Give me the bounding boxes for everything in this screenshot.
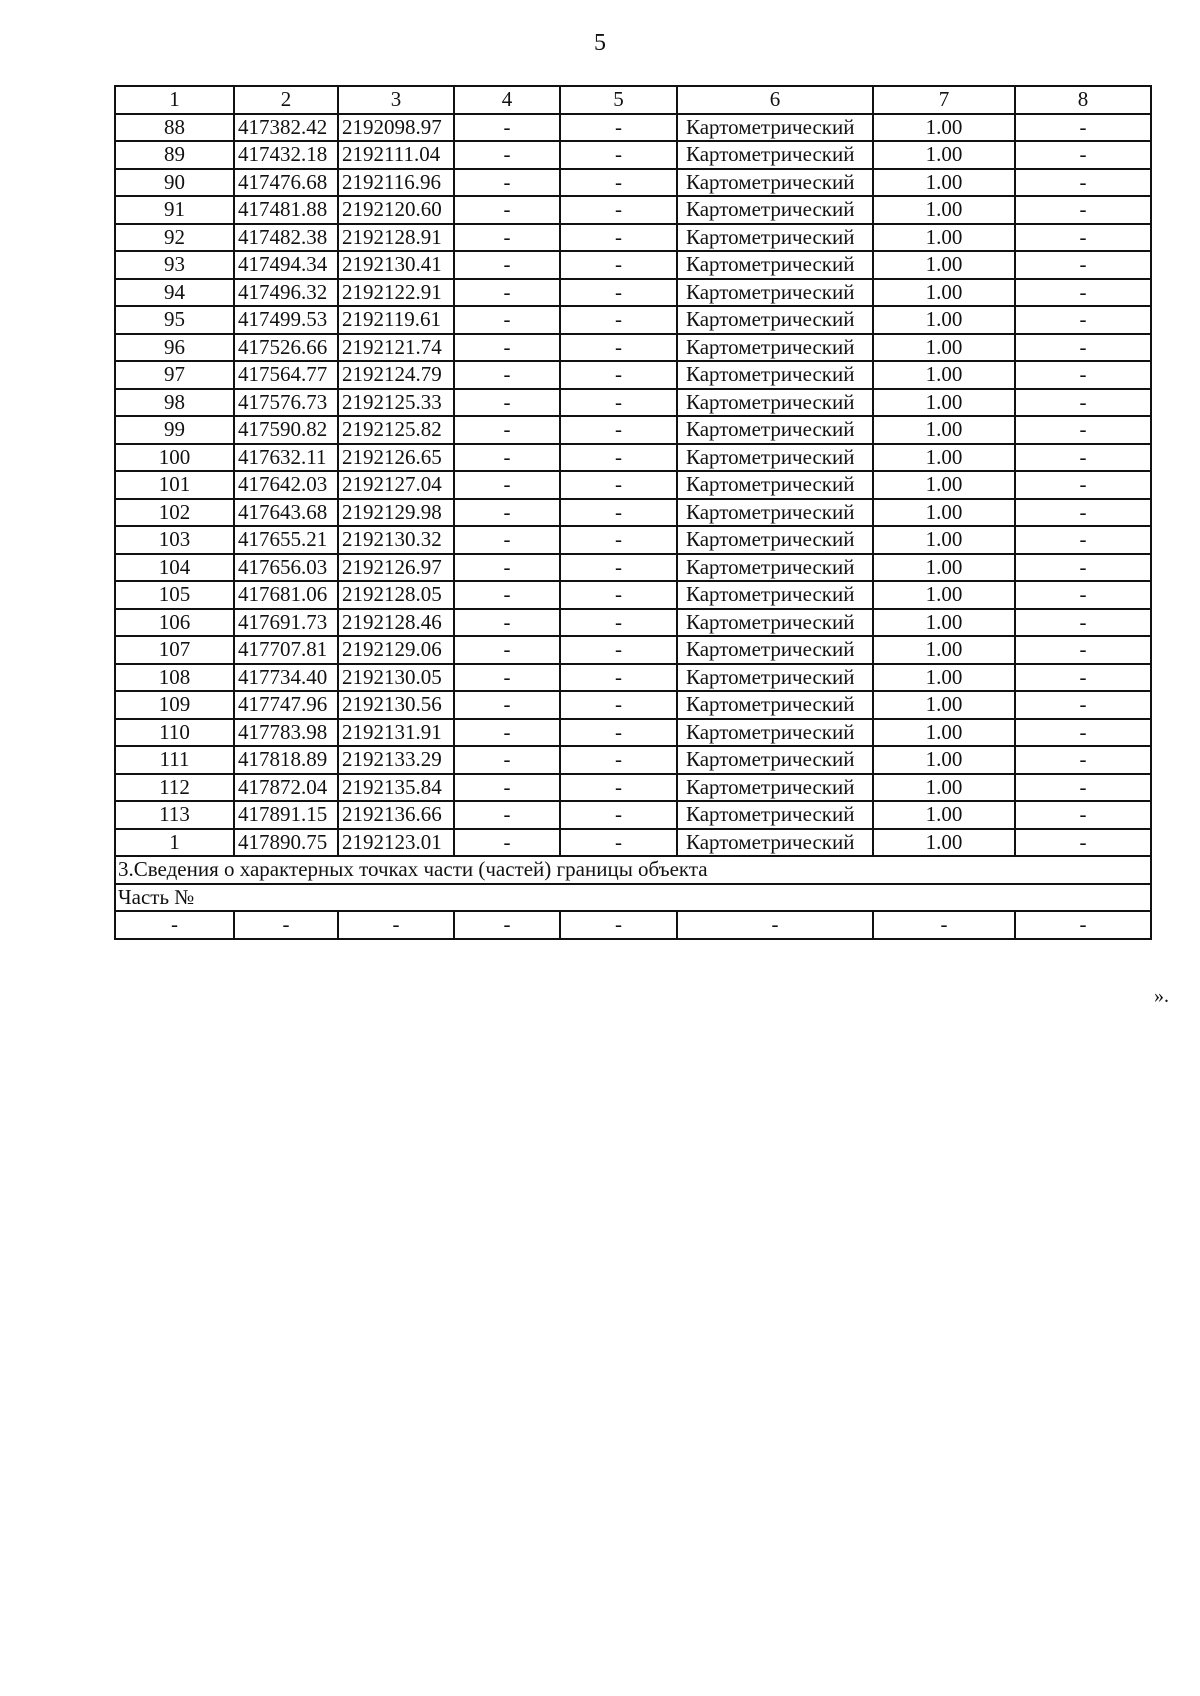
table-cell: 2192098.97	[338, 114, 454, 142]
table-cell: 2192126.97	[338, 554, 454, 582]
table-cell: 417681.06	[234, 581, 338, 609]
table-cell: -	[560, 306, 677, 334]
table-cell: -	[454, 554, 560, 582]
table-cell: -	[560, 279, 677, 307]
table-cell: 1.00	[873, 581, 1015, 609]
table-cell: Картометрический	[677, 691, 873, 719]
part-label: Часть №	[115, 884, 1151, 912]
table-cell: -	[454, 361, 560, 389]
table-cell: -	[560, 554, 677, 582]
table-row	[115, 471, 1151, 499]
table-cell: -	[454, 691, 560, 719]
table-cell: 95	[115, 306, 234, 334]
table-cell: 2192130.41	[338, 251, 454, 279]
table-cell: 2192133.29	[338, 746, 454, 774]
table-cell: Картометрический	[677, 774, 873, 802]
table-cell: Картометрический	[677, 526, 873, 554]
table-cell: 107	[115, 636, 234, 664]
table-cell: -	[338, 911, 454, 939]
table-cell: 417576.73	[234, 389, 338, 417]
table-cell: 90	[115, 169, 234, 197]
table-row	[115, 691, 1151, 719]
table-row	[115, 636, 1151, 664]
table-cell: Картометрический	[677, 664, 873, 692]
table-cell: Картометрический	[677, 829, 873, 857]
table-cell: 1.00	[873, 279, 1015, 307]
table-cell: Картометрический	[677, 471, 873, 499]
section-title-row	[115, 856, 1151, 884]
table-cell: 2192125.82	[338, 416, 454, 444]
table-row	[115, 114, 1151, 142]
table-cell: -	[560, 416, 677, 444]
table-cell: -	[1015, 719, 1151, 747]
table-cell: -	[454, 774, 560, 802]
closing-quote: ».	[1154, 985, 1169, 1007]
table-cell: -	[454, 471, 560, 499]
header-cell-2: 2	[234, 86, 338, 114]
table-cell: 1.00	[873, 224, 1015, 252]
table-cell: 1.00	[873, 746, 1015, 774]
table-cell: -	[560, 499, 677, 527]
table-cell: -	[1015, 361, 1151, 389]
table-cell: 106	[115, 609, 234, 637]
table-cell: Картометрический	[677, 279, 873, 307]
table-cell: 111	[115, 746, 234, 774]
empty-part-row	[115, 911, 1151, 939]
table-cell: 417707.81	[234, 636, 338, 664]
table-cell: -	[1015, 279, 1151, 307]
table-cell: 1.00	[873, 141, 1015, 169]
table-cell: 2192135.84	[338, 774, 454, 802]
table-cell: -	[454, 911, 560, 939]
table-cell: -	[560, 224, 677, 252]
table-row	[115, 196, 1151, 224]
table-cell: 2192124.79	[338, 361, 454, 389]
table-cell: 417632.11	[234, 444, 338, 472]
table-row	[115, 334, 1151, 362]
table-cell: 91	[115, 196, 234, 224]
table-cell: -	[1015, 389, 1151, 417]
table-row	[115, 581, 1151, 609]
table-cell: 92	[115, 224, 234, 252]
coordinates-table-container	[114, 85, 1150, 940]
table-row	[115, 361, 1151, 389]
table-cell: -	[1015, 664, 1151, 692]
table-cell: Картометрический	[677, 306, 873, 334]
table-cell: 2192111.04	[338, 141, 454, 169]
table-cell: 1.00	[873, 251, 1015, 279]
table-cell: Картометрический	[677, 251, 873, 279]
table-cell: 2192119.61	[338, 306, 454, 334]
table-cell: 2192128.46	[338, 609, 454, 637]
table-cell: -	[560, 746, 677, 774]
table-cell: -	[1015, 691, 1151, 719]
table-cell: 1.00	[873, 554, 1015, 582]
table-cell: 417499.53	[234, 306, 338, 334]
table-cell: 2192116.96	[338, 169, 454, 197]
table-cell: Картометрический	[677, 499, 873, 527]
table-cell: 103	[115, 526, 234, 554]
table-cell: -	[677, 911, 873, 939]
header-cell-6: 6	[677, 86, 873, 114]
table-cell: -	[560, 196, 677, 224]
table-cell: -	[1015, 114, 1151, 142]
table-cell: -	[454, 141, 560, 169]
table-cell: Картометрический	[677, 746, 873, 774]
table-cell: -	[454, 526, 560, 554]
table-cell: 417494.34	[234, 251, 338, 279]
table-cell: -	[454, 636, 560, 664]
table-cell: -	[1015, 471, 1151, 499]
table-row	[115, 224, 1151, 252]
table-cell: 109	[115, 691, 234, 719]
table-cell: 112	[115, 774, 234, 802]
table-cell: -	[454, 609, 560, 637]
table-cell: -	[454, 251, 560, 279]
table-cell: 417481.88	[234, 196, 338, 224]
table-cell: 1.00	[873, 664, 1015, 692]
table-cell: -	[1015, 224, 1151, 252]
table-cell: -	[560, 609, 677, 637]
table-header-row	[115, 86, 1151, 114]
table-cell: 1.00	[873, 636, 1015, 664]
table-cell: -	[454, 389, 560, 417]
table-cell: 101	[115, 471, 234, 499]
table-cell: 99	[115, 416, 234, 444]
table-cell: 2192129.98	[338, 499, 454, 527]
table-cell: -	[1015, 306, 1151, 334]
table-row	[115, 499, 1151, 527]
table-cell: 417747.96	[234, 691, 338, 719]
table-cell: -	[560, 526, 677, 554]
table-cell: 2192126.65	[338, 444, 454, 472]
section-title: 3.Сведения о характерных точках части (частей) границы объекта	[115, 856, 1151, 884]
table-cell: -	[1015, 609, 1151, 637]
table-cell: 2192122.91	[338, 279, 454, 307]
table-cell: 2192128.05	[338, 581, 454, 609]
table-cell: -	[454, 719, 560, 747]
table-cell: 417783.98	[234, 719, 338, 747]
header-cell-4: 4	[454, 86, 560, 114]
table-cell: 1.00	[873, 334, 1015, 362]
table-cell: 417643.68	[234, 499, 338, 527]
table-row	[115, 444, 1151, 472]
table-cell: 1.00	[873, 829, 1015, 857]
table-cell: 1.00	[873, 719, 1015, 747]
table-cell: Картометрический	[677, 114, 873, 142]
table-cell: 108	[115, 664, 234, 692]
table-cell: -	[560, 801, 677, 829]
table-cell: Картометрический	[677, 416, 873, 444]
table-cell: -	[1015, 746, 1151, 774]
table-cell: Картометрический	[677, 169, 873, 197]
table-cell: 417642.03	[234, 471, 338, 499]
table-cell: 1.00	[873, 169, 1015, 197]
table-cell: 417734.40	[234, 664, 338, 692]
table-cell: -	[560, 471, 677, 499]
table-cell: 102	[115, 499, 234, 527]
table-cell: -	[560, 251, 677, 279]
table-cell: -	[454, 196, 560, 224]
table-cell: -	[1015, 196, 1151, 224]
table-cell: -	[454, 306, 560, 334]
table-cell: 2192130.32	[338, 526, 454, 554]
table-row	[115, 664, 1151, 692]
table-cell: 89	[115, 141, 234, 169]
table-cell: -	[1015, 581, 1151, 609]
table-cell: 1.00	[873, 389, 1015, 417]
table-row	[115, 251, 1151, 279]
table-cell: -	[1015, 499, 1151, 527]
table-cell: -	[560, 829, 677, 857]
table-row	[115, 526, 1151, 554]
header-cell-5: 5	[560, 86, 677, 114]
table-cell: 2192121.74	[338, 334, 454, 362]
table-cell: 105	[115, 581, 234, 609]
table-cell: 104	[115, 554, 234, 582]
table-cell: -	[454, 444, 560, 472]
table-cell: -	[560, 334, 677, 362]
table-cell: -	[560, 141, 677, 169]
table-cell: -	[1015, 416, 1151, 444]
table-cell: 417590.82	[234, 416, 338, 444]
table-cell: -	[454, 224, 560, 252]
table-cell: -	[560, 114, 677, 142]
table-cell: 2192125.33	[338, 389, 454, 417]
table-cell: 113	[115, 801, 234, 829]
table-cell: 1.00	[873, 444, 1015, 472]
table-cell: 1.00	[873, 691, 1015, 719]
coordinates-table	[114, 85, 1152, 940]
table-cell: -	[1015, 829, 1151, 857]
table-cell: 417432.18	[234, 141, 338, 169]
table-cell: 417382.42	[234, 114, 338, 142]
table-cell: 417655.21	[234, 526, 338, 554]
table-cell: 1.00	[873, 609, 1015, 637]
part-label-row	[115, 884, 1151, 912]
table-cell: 2192129.06	[338, 636, 454, 664]
table-cell: 2192130.56	[338, 691, 454, 719]
table-cell: 2192136.66	[338, 801, 454, 829]
table-cell: -	[1015, 526, 1151, 554]
table-cell: 1.00	[873, 471, 1015, 499]
table-cell: 417656.03	[234, 554, 338, 582]
table-cell: 417564.77	[234, 361, 338, 389]
table-row	[115, 774, 1151, 802]
table-cell: -	[454, 746, 560, 774]
table-cell: 1.00	[873, 801, 1015, 829]
table-cell: Картометрический	[677, 719, 873, 747]
table-cell: 417872.04	[234, 774, 338, 802]
table-cell: -	[454, 499, 560, 527]
table-cell: 1.00	[873, 361, 1015, 389]
table-cell: -	[1015, 169, 1151, 197]
table-cell: -	[560, 774, 677, 802]
table-row	[115, 169, 1151, 197]
table-cell: 100	[115, 444, 234, 472]
table-cell: -	[560, 169, 677, 197]
table-cell: Картометрический	[677, 444, 873, 472]
table-cell: Картометрический	[677, 581, 873, 609]
table-cell: 417691.73	[234, 609, 338, 637]
table-cell: 93	[115, 251, 234, 279]
table-row	[115, 554, 1151, 582]
table-cell: Картометрический	[677, 554, 873, 582]
table-cell: -	[1015, 444, 1151, 472]
table-row	[115, 719, 1151, 747]
table-cell: 2192131.91	[338, 719, 454, 747]
table-cell: -	[454, 581, 560, 609]
table-cell: 1.00	[873, 114, 1015, 142]
table-cell: -	[454, 829, 560, 857]
table-cell: -	[234, 911, 338, 939]
table-cell: 417526.66	[234, 334, 338, 362]
table-cell: 2192128.91	[338, 224, 454, 252]
table-cell: 2192127.04	[338, 471, 454, 499]
table-cell: -	[560, 719, 677, 747]
table-cell: -	[873, 911, 1015, 939]
table-cell: 96	[115, 334, 234, 362]
table-row	[115, 609, 1151, 637]
table-cell: -	[454, 334, 560, 362]
table-cell: 2192123.01	[338, 829, 454, 857]
table-cell: 417476.68	[234, 169, 338, 197]
table-cell: 110	[115, 719, 234, 747]
table-cell: 1.00	[873, 196, 1015, 224]
table-row	[115, 801, 1151, 829]
table-cell: -	[560, 691, 677, 719]
table-cell: -	[454, 664, 560, 692]
table-cell: -	[560, 911, 677, 939]
table-cell: 1.00	[873, 499, 1015, 527]
table-cell: Картометрический	[677, 609, 873, 637]
table-cell: 2192120.60	[338, 196, 454, 224]
table-row	[115, 416, 1151, 444]
table-cell: Картометрический	[677, 801, 873, 829]
table-cell: -	[560, 636, 677, 664]
table-cell: Картометрический	[677, 334, 873, 362]
table-cell: 2192130.05	[338, 664, 454, 692]
table-cell: Картометрический	[677, 389, 873, 417]
table-cell: 1.00	[873, 774, 1015, 802]
table-cell: -	[454, 416, 560, 444]
header-cell-3: 3	[338, 86, 454, 114]
table-row	[115, 279, 1151, 307]
table-cell: -	[454, 114, 560, 142]
table-cell: 1.00	[873, 526, 1015, 554]
table-cell: -	[1015, 801, 1151, 829]
table-cell: 417496.32	[234, 279, 338, 307]
table-cell: 97	[115, 361, 234, 389]
table-cell: -	[1015, 141, 1151, 169]
table-cell: -	[454, 279, 560, 307]
table-cell: Картометрический	[677, 196, 873, 224]
table-cell: -	[560, 444, 677, 472]
table-cell: -	[1015, 334, 1151, 362]
table-cell: Картометрический	[677, 361, 873, 389]
table-cell: Картометрический	[677, 636, 873, 664]
table-cell: -	[454, 169, 560, 197]
table-cell: -	[115, 911, 234, 939]
table-cell: 417482.38	[234, 224, 338, 252]
table-cell: 417891.15	[234, 801, 338, 829]
table-cell: -	[1015, 554, 1151, 582]
table-cell: 417890.75	[234, 829, 338, 857]
table-cell: -	[560, 361, 677, 389]
table-cell: -	[454, 801, 560, 829]
header-cell-1: 1	[115, 86, 234, 114]
table-body	[115, 86, 1151, 939]
page-number: 5	[594, 30, 606, 56]
table-row	[115, 389, 1151, 417]
table-row	[115, 746, 1151, 774]
table-cell: -	[560, 389, 677, 417]
table-cell: -	[1015, 251, 1151, 279]
header-cell-7: 7	[873, 86, 1015, 114]
table-cell: -	[560, 581, 677, 609]
table-row	[115, 141, 1151, 169]
table-cell: Картометрический	[677, 141, 873, 169]
table-cell: 417818.89	[234, 746, 338, 774]
table-cell: 1	[115, 829, 234, 857]
table-cell: 1.00	[873, 306, 1015, 334]
table-cell: -	[560, 664, 677, 692]
table-cell: Картометрический	[677, 224, 873, 252]
table-cell: 1.00	[873, 416, 1015, 444]
table-cell: 98	[115, 389, 234, 417]
table-cell: -	[1015, 911, 1151, 939]
table-cell: 94	[115, 279, 234, 307]
header-cell-8: 8	[1015, 86, 1151, 114]
table-row	[115, 829, 1151, 857]
table-cell: 88	[115, 114, 234, 142]
table-cell: -	[1015, 636, 1151, 664]
table-cell: -	[1015, 774, 1151, 802]
table-row	[115, 306, 1151, 334]
